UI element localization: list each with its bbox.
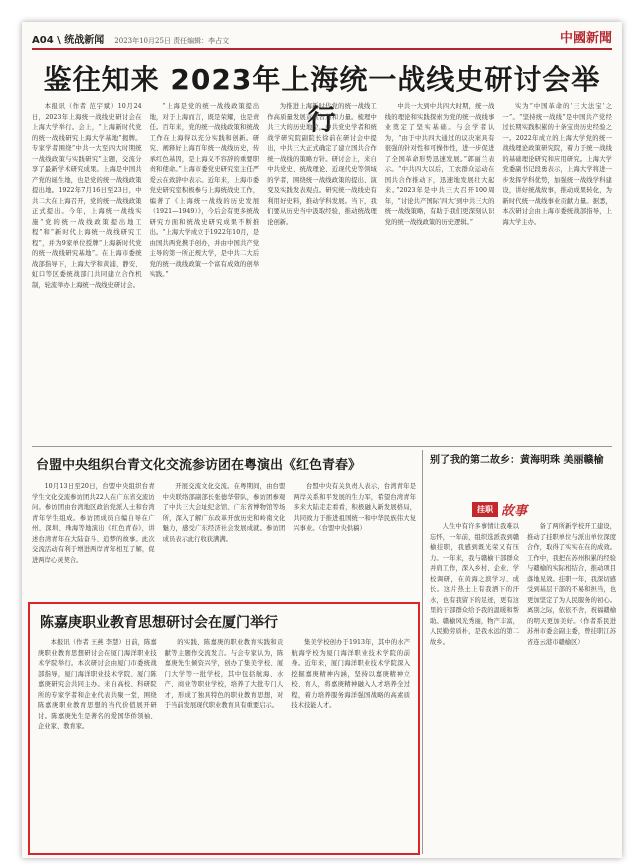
article-headline-chenjiageng: 陈嘉庚职业教育思想研讨会在厦门举行 [40,615,278,631]
article-column: 的实践、陈嘉庚的职业教育实践和贡献等主题作交流发言。与会专家认为，陈嘉庚先生倾资兴学，创办了集美学校、厦门大学等一批学校，其中包括航海、水产、商业等职业学校，培养了大批专门人才，形成了独具特色的职业教育思想，对于当前发展现代职业教育具有重要启示。 [164,639,284,709]
article-column: 为推进上海新时代党的统一战线工作高质量发展贡献智慧和力量。梳理中共三大的历史地位，中共党史学者和统战学研究院副院长徐前在研讨会中提出，中共三大正式确定了建立国共合作统一战线的策略方针。研讨会上，来自中共党史、统战理论、近现代史等领域的学者，围绕统一战线政策的提出、演变及实践发表观点。研究统一战线史有利用好史料，推动学科发展。当下，我们要从历史当中汲取经验，推动统战理论创新。 [267,103,377,226]
article-column: 人生中有许多事情让我难以忘怀，一年前，组织选派我到赣榆挂职，我感到既光荣又有压力。一年来，我与赣榆干部群众并肩工作，深入乡村、企业、学校调研，在黄海之滨学习、成长。这片热土上有我洒下的汗水，也有我留下的足迹，更有这里的干部群众给予我的温暖和帮助。赣榆风光秀丽，物产丰富，人民勤劳质朴，是我永远的第二故乡。 [430,523,519,646]
article-column: 开展交流文化交流。在粤期间，由台盟中央联络部副部长张德华带队，参访团参观了中共三大会址纪念馆、广东省博物馆等场所，深入了解广东改革开放历史和岭南文化魅力，感受广东经济社会发展成就。参访团成员表示此行收获满满。 [162,483,286,543]
section-tag [472,500,527,519]
newspaper-page [22,22,622,858]
article-column: 本报讯（作者 范宇斌）10月24日，2023年上海统一战线史研讨会在上海大学举行。会上，“上海新时代党的统一战线研究上海大学基地”揭牌。专家学者围绕“中共一大至四大时期统一战线政策与实践研究”主题，交流分享了最新学术研究成果。上海是中国共产党的诞生地，也是党的统一战线政策提出地。1922年7月16日至23日，中共二大在上海召开，党的统一战线政策正式提出。今年，上海统一战线实施“党的统一战线政策提出地工程”和“新时代上海统一战线研究工程”，并为9家单位授牌“上海新时代党的统一战线研究基地”。在上海市委统战部指导下，上海大学和黄浦、静安、虹口等区委统战部门共同建立合作机制，轮流举办上海统一战线史研讨会。 [32,103,142,289]
article-ganyu-body [430,522,616,852]
article-headline-taimeng: 台盟中央组织台青文化交流参访团在粤演出《红色青春》 [36,458,362,473]
article-column: “上海是党的统一战线政策提出地，对于上海而言，既是荣耀，也是责任。百年来，党的统一战线政策和统战工作在上海得以充分实践和创新。研究、阐释好上海百年统一战线历史，传承红色基因，是上海义不容辞的重要职责和使命。”上海市委党史研究室主任严爱云在致辞中表示。近年来，上海市委党史研究室积极参与上海统战史工作，编著了《上海统一战线的历史发展（1921—1949）》，今后会有更多统战研究方面和统战史研究成果不断推出。“上海大学成立于1922年10月，是由国共两党携手创办，并由中国共产党主导的第一所正规大学，是中共二大后党的统一战线政策一个富有成效的创举实践。” [149,103,260,278]
article-column: 本报讯（作者 王燕 李慧）日前，陈嘉庚职业教育思想研讨会在厦门海洋职业技术学院举行。本次研讨会由厦门市委统战部指导，厦门海洋职业技术学院、厦门陈嘉庚研究会共同主办。来自高校、科研院所的专家学者和企业代表共聚一堂，围绕陈嘉庚职业教育思想的当代价值展开研讨。陈嘉庚先生是著名的爱国华侨领袖、企业家、教育家。 [38,639,157,730]
article-main-body [32,102,612,442]
divider [32,446,612,447]
article-taimeng-body [32,482,416,596]
article-headline-ganyu: 别了我的第二故乡：黄海明珠 美丽赣榆 [430,455,604,466]
article-column: 10月13日至20日，台盟中央组织台青学生文化交流参访团共22人在广东省交流访问。参访团由台湾地区政治党派人士和台湾青年学生组成。参访团成员自编自导在广州、深圳、珠海等地演出《红色青春》，讲述台湾青年在大陆奋斗、追梦的故事。此次交流活动有利于增进两岸青年相互了解，促进两岸心灵契合。 [32,483,155,564]
page-header [32,30,612,50]
main-headline: 鉴往知来 2023年上海统一战线史研讨会举行 [43,63,601,136]
masthead-logo: 中國新聞 [559,31,612,46]
article-column: 集美学校创办于1913年，其中的水产航海学校为厦门海洋职业技术学院的前身。近年来，厦门海洋职业技术学院深入挖掘嘉庚精神内涵，坚持以嘉庚精神立校、育人，将嘉庚精神融入人才培养全过程，着力培养服务海洋强国战略的高素质技术技能人才。 [291,639,411,709]
highlighted-article-box [28,602,420,855]
tag-label: 挂职 [472,502,498,517]
tag-word: 故事 [501,504,528,519]
dateline: 2023年10月25日 责任编辑：李占文 [114,37,230,45]
article-column: 台盟中央有关负责人表示，台湾青年是两岸关系和平发展的生力军，希望台湾青年多来大陆走走看看，积极融入新发展格局，共同致力于推进祖国统一和中华民族伟大复兴事业。（台盟中央供稿） [293,483,417,532]
article-column: 中共一大到中共四大时期，统一战线的理论和实践探索为党的统一战线事业奠定了坚实基础。与会学者认为，“由于中共四大通过的议决案具有很强的针对性和可操作性，进一步促进了全国革命形势迅速发展。”郭丽兰表示。“中共四大以后，工农群众运动在国共合作推动下，迅速地发展壮大起来。”2023年是中共三大召开100周年，“讨论共产国际‘四大’到中共三大的统一战线策略，有助于我们更深刻认识党的统一战线政策的历史逻辑。” [384,103,495,226]
article-column: 备了两所新学校开工建设，推动了挂职单位与派出单位深度合作，取得了实实在在的成效。工作中，我把在苏州积累的经验与赣榆的实际相结合，推动项目落地见效。挂职一年，我深切感受到基层干部的不易和担当，也更加坚定了为人民服务的初心。离别之际，依依不舍，祝福赣榆的明天更加美好。（作者系民进苏州市委会副主委，曾挂职江苏省连云港市赣榆区） [527,523,616,646]
column-divider [422,450,423,854]
section-label: A04 \ 统战新闻 [32,35,105,46]
article-column: 实为“中国革命的‘三大法宝’之一”。“坚持统一战线”是中国共产党经过长期实践积累的十条宝贵历史经验之一。2022年成立的上海大学党的统一战线理论政策研究院，着力于统一战线的基础理论研究和应用研究。上海大学党委副书记段勇表示，上海大学将进一步发挥学科优势，加强统一战线学科建设，讲好统战故事，推动成果转化，为新时代统一战线事业贡献力量。据悉，本次研讨会由上海市委统战部指导，上海大学主办。 [502,103,612,226]
article-chenjiageng-body [38,638,410,850]
